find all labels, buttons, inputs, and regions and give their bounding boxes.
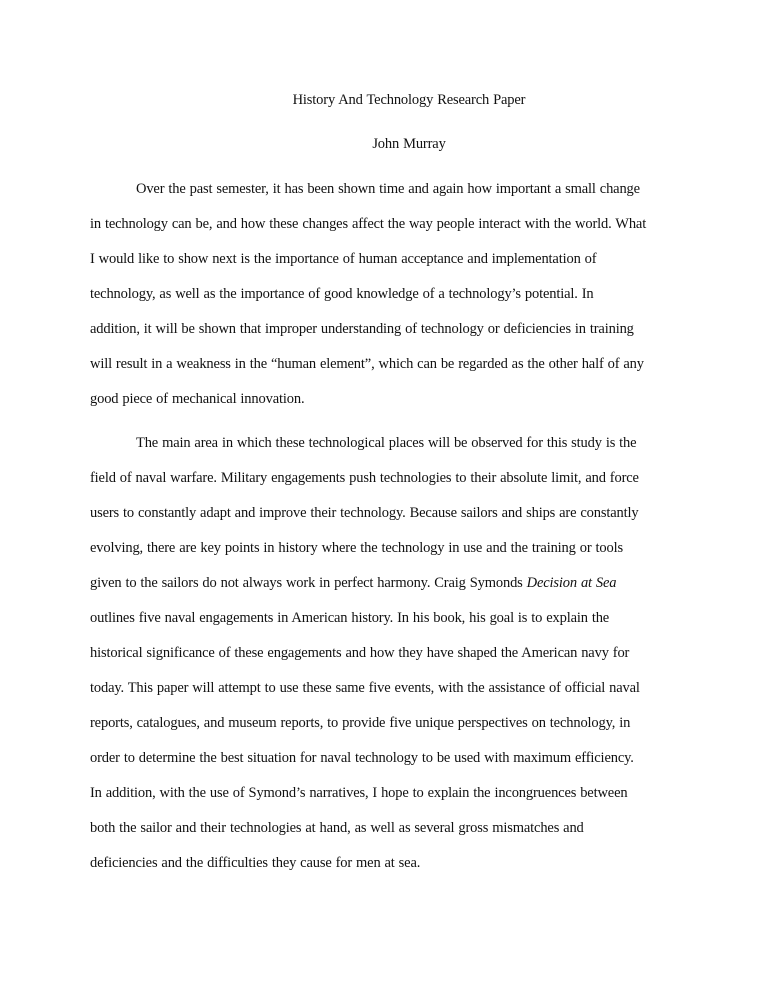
paragraph-1-line-5: addition, it will be shown that improper understanding of technology or deficiencies in training xyxy=(90,321,634,337)
paragraph-1-line-6: will result in a weakness in the “human element”, which can be regarded as the other half of any xyxy=(90,356,644,372)
paragraph-2-line-1: The main area in which these technological places will be observed for this study is the xyxy=(136,435,637,451)
paragraph-1-line-7: good piece of mechanical innovation. xyxy=(90,391,305,407)
paragraph-2-line-4: evolving, there are key points in history where the technology in use and the training or tools xyxy=(90,540,623,556)
paragraph-2-line-10: order to determine the best situation for naval technology to be used with maximum efficiency. xyxy=(90,750,634,766)
paragraph-2-line-13: deficiencies and the difficulties they cause for men at sea. xyxy=(90,855,421,871)
paragraph-2-line-8: today. This paper will attempt to use these same five events, with the assistance of official naval xyxy=(90,680,640,696)
paragraph-1-line-1: Over the past semester, it has been shown time and again how important a small change xyxy=(136,181,640,197)
paragraph-1-line-2: in technology can be, and how these changes affect the way people interact with the world. What xyxy=(90,216,647,232)
paragraph-2-line-12: both the sailor and their technologies at hand, as well as several gross mismatches and xyxy=(90,820,584,836)
paragraph-2-line-5 xyxy=(90,574,616,592)
paragraph-2-line-3: users to constantly adapt and improve their technology. Because sailors and ships are constantly xyxy=(90,505,639,521)
paragraph-1-line-3: I would like to show next is the importance of human acceptance and implementation of xyxy=(90,251,597,267)
paragraph-1-line-4: technology, as well as the importance of good knowledge of a technology’s potential. In xyxy=(90,286,594,302)
paragraph-2-line-2: field of naval warfare. Military engagements push technologies to their absolute limit, and force xyxy=(90,470,639,486)
author-name: John Murray xyxy=(372,136,446,152)
paragraph-2-line-5-text: given to the sailors do not always work in perfect harmony. Craig Symonds xyxy=(90,575,523,591)
book-title: Decision at Sea xyxy=(526,575,617,591)
paper-title: History And Technology Research Paper xyxy=(292,92,526,108)
paragraph-2-line-11: In addition, with the use of Symond’s narratives, I hope to explain the incongruences between xyxy=(90,785,628,801)
paragraph-2-line-9: reports, catalogues, and museum reports, to provide five unique perspectives on technology, in xyxy=(90,715,631,731)
paragraph-2-line-6: outlines five naval engagements in American history. In his book, his goal is to explain the xyxy=(90,610,610,626)
paragraph-2-line-7: historical significance of these engagements and how they have shaped the American navy for xyxy=(90,645,630,661)
